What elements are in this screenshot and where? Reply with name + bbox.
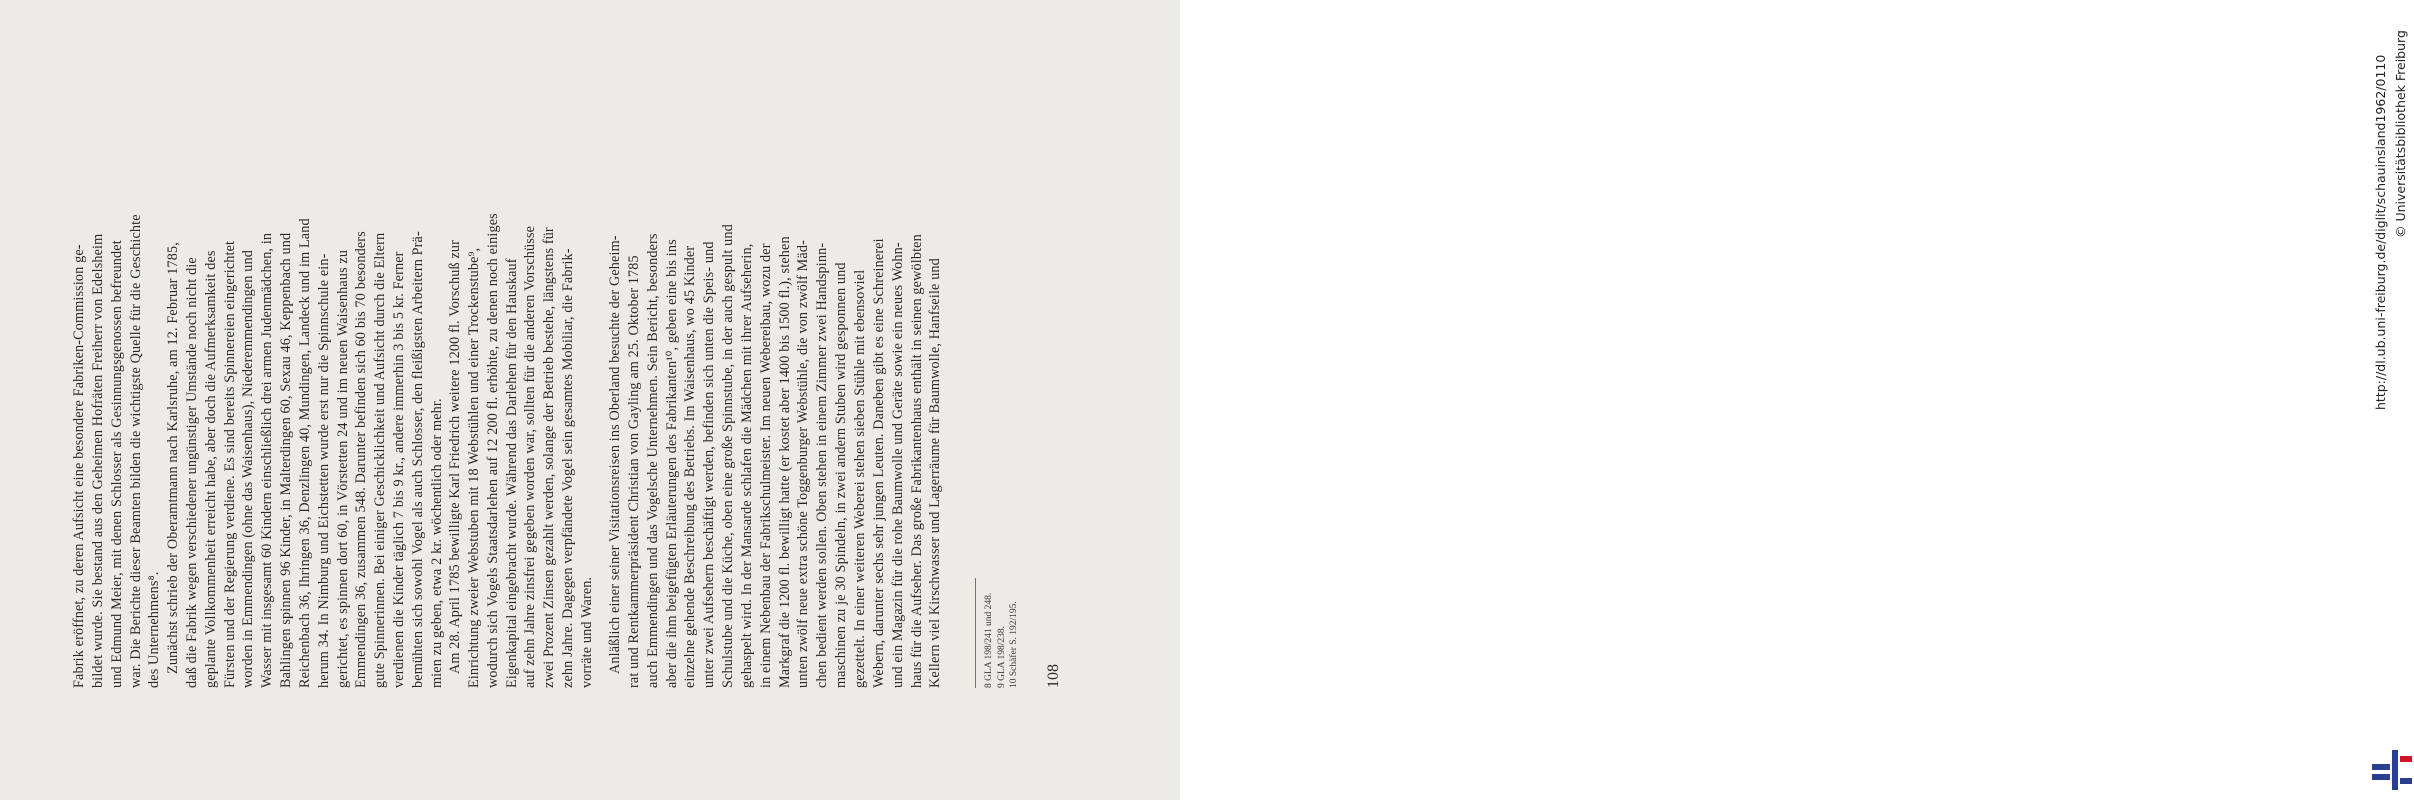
text-line: des Unternehmens⁸. [146,571,163,688]
text-line: Anläßlich einer seiner Visitationsreisen ins Oberland besuchte der Geheim- [607,235,623,674]
text-line: Webern, darunter sechs sehr jungen Leuten. Daneben gibt es eine Schreinerei [870,238,887,688]
text-line: vorräte und Waren. [578,576,595,688]
text-line: auf zehn Jahre zinsfrei gegeben worden war, sollten für die anderen Vorschüsse [522,225,539,688]
text-line: zwei Prozent Zinsen gezahlt werden, solange der Betrieb bestehe, längstens für [541,227,558,688]
text-line: Zunächst schrieb der Oberamtmann nach Karlsruhe, am 12. Februar 1785, [165,242,181,674]
text-line: daß die Fabrik wegen verschiedener ungünstiger Umstände noch nicht die [183,257,200,688]
text-line: gute Spinnerinnen. Bei einiger Geschicklichkeit und Aufsicht durch die Eltern [372,232,389,688]
text-line: Markgraf die 1200 fl. bewilligt hatte (er kostet aber 1400 bis 1500 fl.), stehen [776,236,793,688]
text-line: Emmendingen 36, zusammen 548. Darunter befinden sich 60 bis 70 besonders [353,231,370,688]
text-line: und Edmund Meier, mit denen Schlosser als Gesinnungsgenossen befreundet [108,240,125,688]
text-line: Einrichtung zweier Webstuben mit 18 Webstühlen und einer Trockenstube⁹, [465,247,482,688]
copyright-notice: © Universitätsbibliothek Freiburg [2393,30,2408,238]
text-line: Am 28. April 1785 bewilligte Karl Friedrich weitere 1200 fl. Vorschuß zur [447,240,463,674]
footnote: 9 GLA 198/238. [996,625,1007,688]
text-line: bildet wurde. Sie bestand aus den Geheimen Hofräten Freiherr von Edelsheim [89,233,106,688]
paragraph [606,80,945,688]
text-line: Eigenkapital eingebracht wurde. Während das Darlehen für den Hauskauf [503,258,520,688]
rotated-text-block [0,0,1180,800]
text-line: rat und Rentkammerpräsident Christian von Gayling am 25. Oktober 1785 [625,255,642,688]
text-line: bemühten sich sowohl Vogel als auch Schlosser, den fleißigsten Arbeitern Prä- [409,231,426,688]
footnote: 8 GLA 198/241 und 248. [984,592,994,688]
text-line: worden in Emmendingen (ohne das Waisenhaus), Niederemmendingen und [240,250,257,688]
text-line: haus für die Aufseher. Das große Fabrikantenhaus enthält in seinen gewölbten [908,234,925,688]
text-line: chen bedient werden sollen. Oben stehen in einem Zimmer zwei Handspinn- [814,242,831,688]
text-line: auch Emmendingen und das Vogelsche Unternehmen. Sein Bericht, besonders [644,233,661,688]
footnote: 10 Schäfer S. 192/195. [1009,601,1020,688]
text-line: zehn Jahre. Dagegen verpfändete Vogel sein gesamtes Mobiliar, die Fabrik- [560,248,577,688]
text-line: unten zwölf neue extra schöne Toggenburger Webstühle, die von zwölf Mäd- [795,240,812,688]
paragraph [446,80,597,688]
text-line: Fabrik eröffnet, zu deren Aufsicht eine besondere Fabriken-Commission ge- [71,244,87,688]
page-number: 108 [1045,664,1062,688]
text-line: unter zwei Aufsehern beschäftigt werden, befinden sich unten die Speis- und [701,241,718,688]
paragraph [164,80,447,688]
paragraph [70,80,164,688]
text-line: verdienen die Kinder täglich 7 bis 9 kr., andere immerhin 3 bis 5 kr. Ferner [391,251,408,688]
text-line: Bahlingen spinnen 96 Kinder, in Malterdingen 60, Sexau 46, Keppenbach und [278,232,295,688]
sidebar [1180,0,2408,800]
text-line: Reichenbach 36, Ihringen 36, Denzlingen 40, Mundingen, Landeck und im Land [296,218,313,688]
text-line: und ein Magazin für die rohe Baumwolle und Geräte sowie ein neues Wohn- [889,242,906,688]
text-line: einzelne gehende Beschreibung des Betriebs. Im Waisenhaus, wo 45 Kinder [682,245,699,688]
text-line: Kellern viel Kirschwasser und Lagerräume für Baumwolle, Hanfseile und [927,258,944,688]
scanned-page [0,0,1180,800]
text-line: maschinen zu je 30 Spindeln, in zwei andern Stuben wird gesponnen und [833,262,850,688]
text-line: Fürsten und der Regierung verdiene. Es sind bereits Spinnereien eingerichtet [221,240,238,688]
text-line: gerichtet, es spinnen dort 60, in Vörstetten 24 und im neuen Waisenhaus zu [334,249,351,688]
text-line: Wasser mit insgesamt 60 Kindern einschließlich drei armen Judenmädchen, in [259,232,276,688]
source-url-link[interactable]: http://dl.ub.uni-freiburg.de/diglit/schauinsland1962/0110 [2373,54,2388,410]
text-line: wodurch sich Vogels Staatsdarlehen auf 12 200 fl. erhöhte, zu denen noch einiges [484,213,501,688]
text-line: mien zu geben, etwa 2 kr. wöchentlich oder mehr. [428,398,445,688]
footnotes [983,88,1021,688]
text-line: war. Die Berichte dieser Beamten bilden die wichtigste Quelle für die Geschichte [127,214,144,688]
text-line: Schulstube und die Küche, oben eine große Spinnstube, in der auch gespult und [720,224,737,688]
ub-freiburg-logo-icon [2370,748,2414,792]
text-line: aber die ihm beigefügten Erläuterungen des Fabrikanten¹⁰, geben eine bis ins [663,239,680,688]
text-line: in einem Nebenbau der Fabrikschulmeister. Im neuen Webereibau, wozu der [757,243,774,688]
text-line: gehaspelt wird. In der Mansarde schlafen die Mädchen mit ihrer Aufseherin, [738,243,755,688]
text-line: gezettelt. In einer weiteren Weberei stehen sieben Stühle mit ebensoviel [851,269,868,688]
footnote-rule [975,578,976,688]
text-line: geplante Vollkommenheit erreicht habe, aber doch die Aufmerksamkeit des [202,250,219,688]
text-line: herum 34. In Nimburg und Eichstetten wurde erst nur die Spinnschule ein- [315,253,332,688]
